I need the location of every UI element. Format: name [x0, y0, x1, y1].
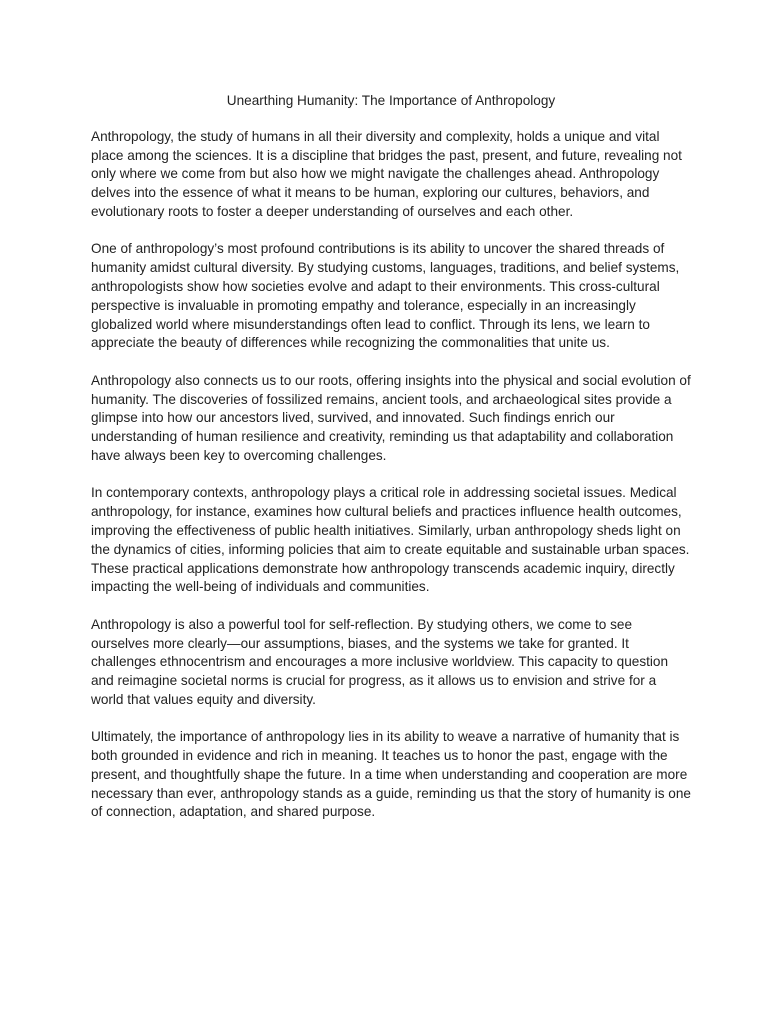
paragraph-contemporary: In contemporary contexts, anthropology plays a critical role in addressing societal issues. Medical anthropology, for instance, examines how cultural beliefs and practices influence health outcomes, improving the effectiveness of public health initiatives. Similarly, urban anthropology sheds light on the dynamics of cities, informing policies that aim to create equitable and sustainable urban spaces. These practical applications demonstrate how anthropology transcends academic inquiry, directly impacting the well-being of individuals and communities. — [91, 485, 690, 595]
paragraph-self-reflection: Anthropology is also a powerful tool for self-reflection. By studying others, we come to see ourselves more clearly—our assumptions, biases, and the systems we take for granted. It challenges ethnocentrism and encourages a more inclusive worldview. This capacity to question and reimagine societal norms is crucial for progress, as it allows us to envision and strive for a world that values equity and diversity. — [91, 616, 669, 707]
paragraph-conclusion: Ultimately, the importance of anthropology lies in its ability to weave a narrative of humanity that is both grounded in evidence and rich in meaning. It teaches us to honor the past, engage with the present, and thoughtfully shape the future. In a time when understanding and cooperation are more necessary than ever, anthropology stands as a guide, reminding us that the story of humanity is one of connection, adaptation, and shared purpose. — [91, 729, 691, 820]
document-title: Unearthing Humanity: The Importance of Anthropology — [226, 93, 556, 108]
paragraph-roots: Anthropology also connects us to our roots, offering insights into the physical and social evolution of humanity. The discoveries of fossilized remains, ancient tools, and archaeological sites provide a glimpse into how our ancestors lived, survived, and innovated. Such findings enrich our understanding of human resilience and creativity, reminding us that adaptability and collaboration have always been key to overcoming challenges. — [91, 372, 691, 463]
paragraph-intro: Anthropology, the study of humans in all their diversity and complexity, holds a unique and vital place among the sciences. It is a discipline that bridges the past, present, and future, revealing not only where we come from but also how we might navigate the challenges ahead. Anthropology delves into the essence of what it means to be human, exploring our cultures, behaviors, and evolutionary roots to foster a deeper understanding of ourselves and each other. — [91, 128, 682, 219]
paragraph-shared-threads: One of anthropology’s most profound contributions is its ability to uncover the shared threads of humanity amidst cultural diversity. By studying customs, languages, traditions, and belief systems, anthropologists show how societies evolve and adapt to their environments. This cross-cultural perspective is invaluable in promoting empathy and tolerance, especially in an increasingly globalized world where misunderstandings often lead to conflict. Through its lens, we learn to appreciate the beauty of differences while recognizing the commonalities that unite us. — [91, 241, 680, 351]
document-body — [91, 92, 691, 841]
